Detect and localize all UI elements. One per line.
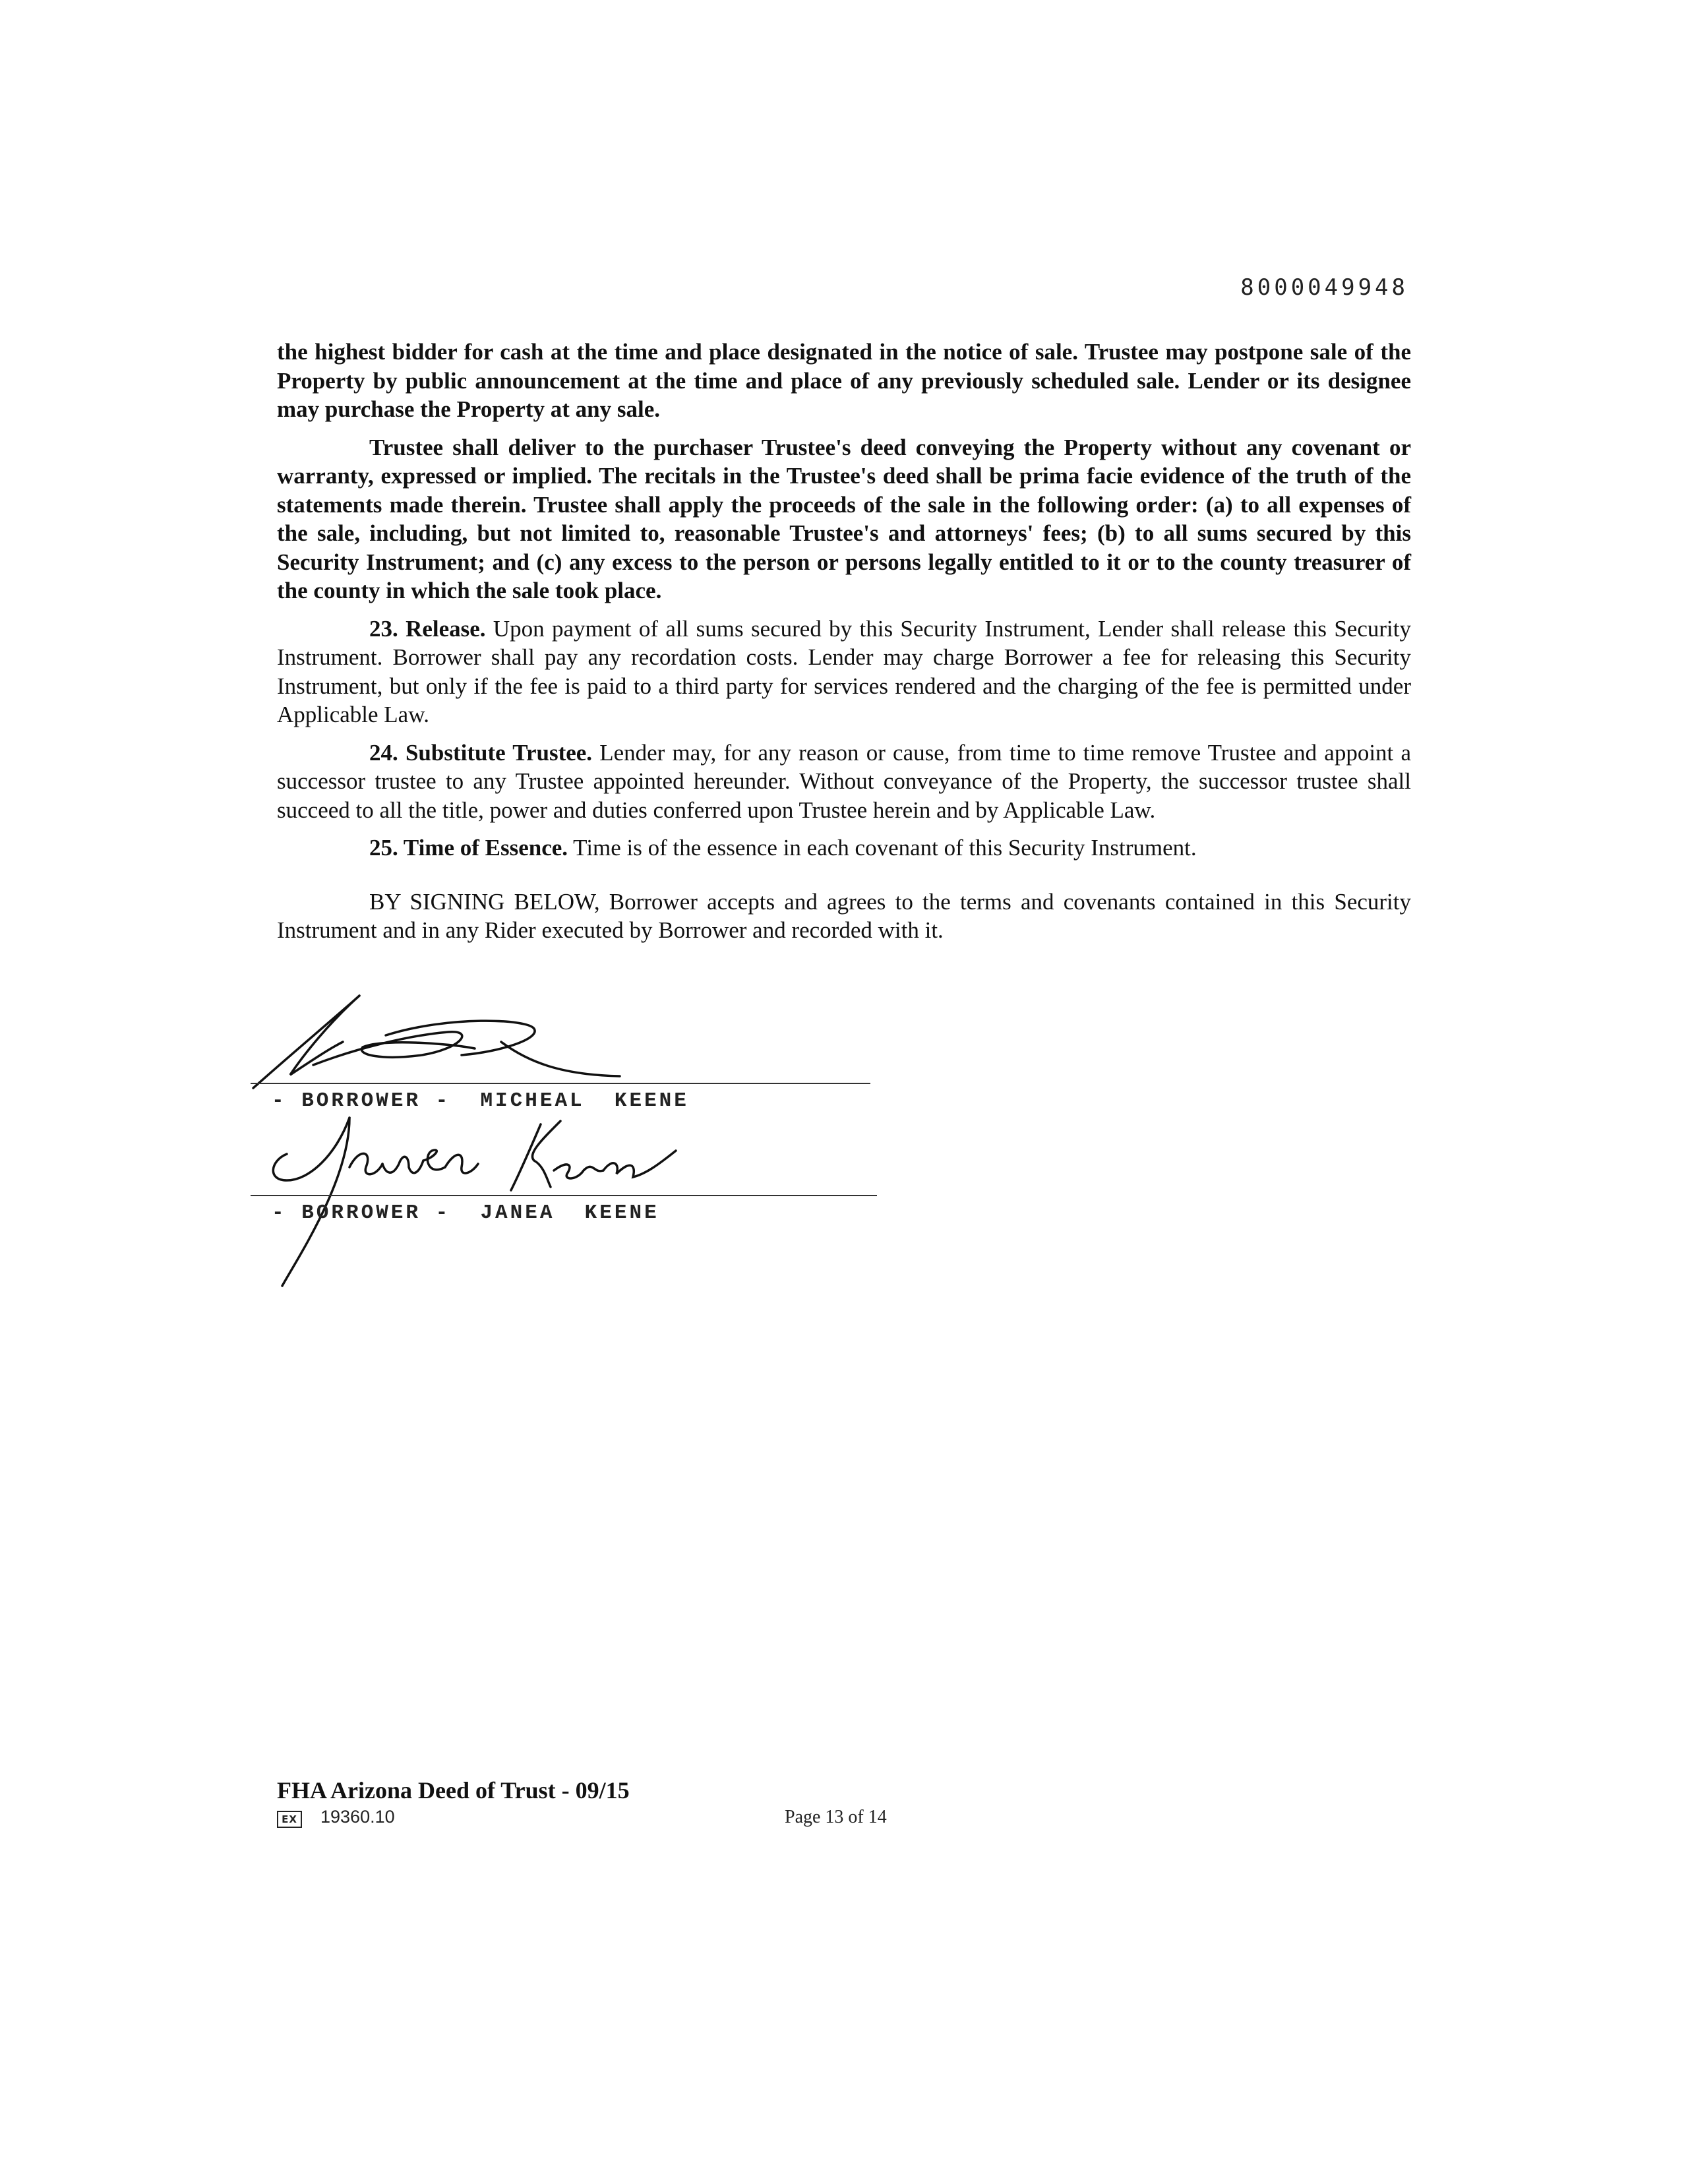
signature-micheal-keene [253,996,620,1088]
section-23-heading: 23. Release. [369,615,486,642]
loan-number: 8000049948 [1240,274,1408,301]
section-25 [277,834,1411,863]
signing-statement: BY SIGNING BELOW, Borrower accepts and agrees to the terms and covenants contained in this Security Instrument and in any Rider executed by Borrower and recorded with it. [277,888,1411,943]
handwritten-signatures [251,983,884,1299]
signature-line-2 [251,1195,877,1196]
section-23-text: Upon payment of all sums secured by this Security Instrument, Lender shall release this Security Instrument. Borrower shall pay any recordation costs. Lender may charge Borrower a fee for releasing this Security Instrument, but only if the fee is paid to a third party for services rendered and the charging of the fee is permitted under Applicable Law. [277,615,1411,727]
page-number: Page 13 of 14 [785,1807,887,1827]
form-title: FHA Arizona Deed of Trust - 09/15 [277,1777,630,1804]
paragraph-trustee-deed: Trustee shall deliver to the purchaser Trustee's deed conveying the Property without any covenant or warranty, expressed or implied. The recitals in the Trustee's deed shall be prima facie evidence of the truth of the statements made therein. Trustee shall apply the proceeds of the sale in the following order: (a) to all expenses of the sale, including, but not limited to, reasonable Trustee's and attorneys' fees; (b) to all sums secured by this Security Instrument; and (c) any excess to the person or persons legally entitled to it or to the county treasurer of the county in which the sale took place. [277,434,1411,603]
signature-block [251,983,884,1299]
paragraph-sale: the highest bidder for cash at the time and place designated in the notice of sale. Trustee may postpone sale of the Property by public announcement at the time and place of any previously scheduled sale. Lender or its designee may purchase the Property at any sale. [277,339,1411,422]
section-24 [277,739,1411,825]
signature-line-1 [251,1083,870,1084]
page-footer [277,1776,1200,1833]
footer-row [277,1807,1200,1833]
section-23 [277,615,1411,729]
section-25-heading: 25. Time of Essence. [369,835,568,861]
ex-form-icon: EX [277,1811,302,1828]
section-25-text: Time is of the essence in each covenant of this Security Instrument. [568,835,1197,861]
form-number: 19360.10 [320,1807,395,1827]
document-body [277,338,1411,954]
section-24-text: Lender may, for any reason or cause, from time to time remove Trustee and appoint a successor trustee to any Trustee appointed hereunder. Without conveyance of the Property, the successor trustee shall succeed to all the title, power and duties conferred upon Trustee herein and by Applicable Law. [277,739,1411,823]
section-24-heading: 24. Substitute Trustee. [369,739,593,766]
borrower-label-2: - BORROWER - JANEA KEENE [272,1201,659,1225]
borrower-label-1: - BORROWER - MICHEAL KEENE [272,1089,689,1112]
